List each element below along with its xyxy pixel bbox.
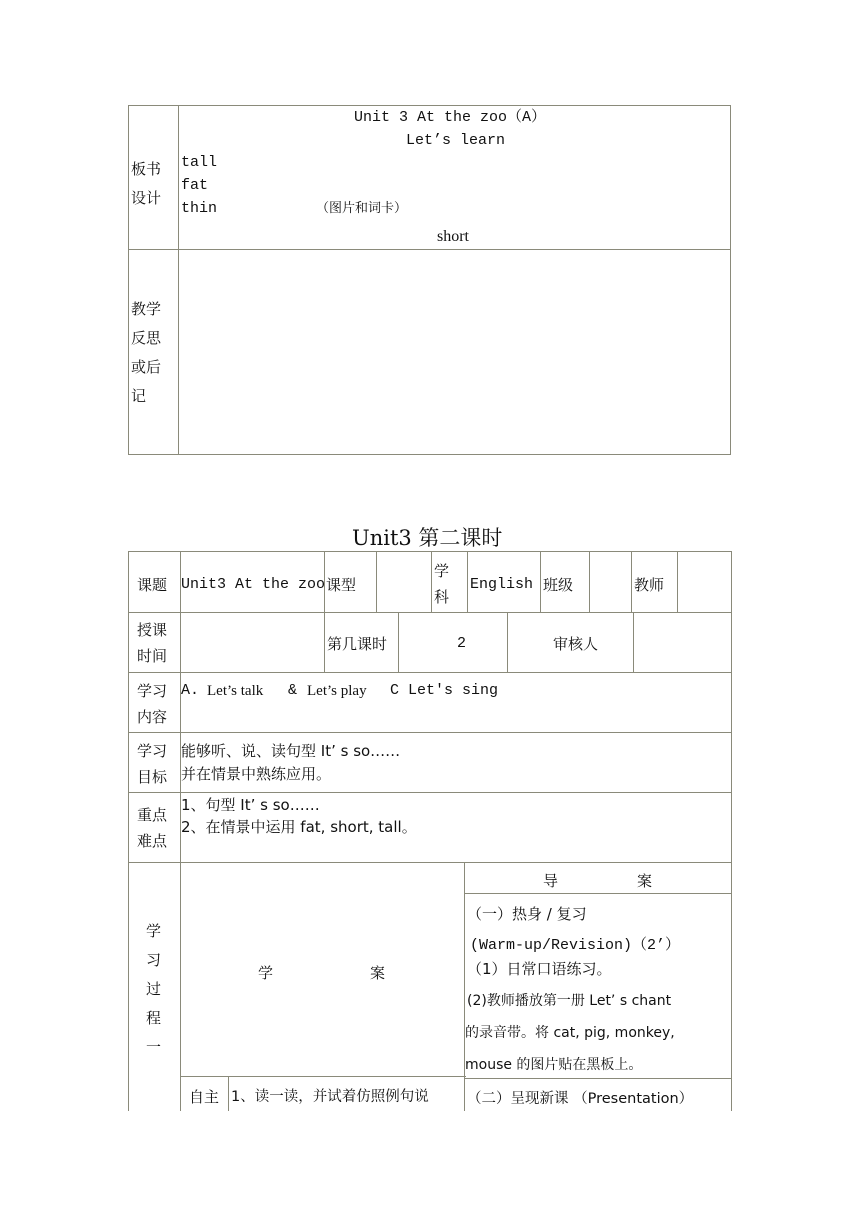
r1-line-d: [467, 551, 468, 612]
process-char-4: 程: [146, 1009, 162, 1027]
row-line-1: [128, 612, 732, 613]
guide-line-1: （一）热身 / 复习: [467, 905, 587, 923]
class-label: 班级: [543, 576, 574, 594]
board-table-row-divider: [128, 249, 731, 250]
subject-label: 学科: [434, 562, 450, 606]
xue-an-heading-2: 案: [370, 964, 386, 982]
row-line-2: [128, 672, 732, 673]
type-label: 课型: [326, 576, 357, 594]
topic-label: 课题: [137, 576, 168, 594]
board-label: 板书设计: [131, 160, 162, 207]
goal-label: 学习目标: [137, 742, 168, 786]
r2-line-d: [633, 612, 634, 672]
content-sing: C Let's sing: [390, 682, 499, 699]
r1-line-h: [677, 551, 678, 612]
time-label: 授课时间: [137, 621, 168, 665]
board-title-line1: Unit 3 At the zoo（A）: [354, 109, 547, 126]
board-word-short: short: [437, 228, 469, 245]
lesson-heading: Unit3 第二课时: [352, 526, 503, 550]
process-char-3: 过: [146, 980, 162, 998]
board-title-line2: Let’s learn: [406, 132, 506, 149]
teacher-label: 教师: [634, 576, 665, 594]
board-word-thin: thin: [181, 200, 218, 217]
row-line-4: [128, 792, 732, 793]
key-line1: 1、句型 It’ s so……: [181, 796, 320, 814]
content-label: 学习内容: [137, 682, 168, 726]
board-table: [128, 105, 731, 455]
board-word-tall: tall: [181, 154, 218, 171]
key-label: 重点难点: [137, 806, 168, 850]
r1-line-e: [540, 551, 541, 612]
self-line: [228, 1076, 229, 1111]
guide-line-2: (Warm-up/Revision)（2’）: [470, 937, 681, 954]
row-line-dao: [464, 893, 732, 894]
presentation-text: （二）呈现新课 （Presentation）: [467, 1091, 694, 1107]
topic-value: Unit3 At the zoo: [181, 576, 326, 593]
board-word-fat: fat: [181, 177, 209, 194]
content-talk: Let’s talk: [207, 683, 264, 699]
row-line-present: [464, 1078, 732, 1079]
r1-line-g: [631, 551, 632, 612]
reviewer-label: 审核人: [553, 635, 599, 653]
r1-line-c: [431, 551, 432, 612]
self-label: 自主: [189, 1088, 220, 1106]
r2-line-a: [324, 612, 325, 672]
guide-line-4: (2)教师播放第一册 Let’ s chant: [467, 993, 672, 1009]
process-char-2: 习: [146, 951, 162, 969]
self-text: 1、读一读，并试着仿照例句说: [231, 1089, 429, 1105]
period-label: 第几课时: [327, 635, 388, 653]
r1-line-b: [376, 551, 377, 612]
process-char-1: 学: [146, 922, 162, 940]
guide-line-6: mouse 的图片贴在黑板上。: [465, 1057, 643, 1073]
content-amp: &: [288, 682, 298, 699]
goal-line1: 能够听、说、读句型 It’ s so……: [181, 742, 401, 760]
row-line-5: [128, 862, 732, 863]
row-line-6: [180, 1076, 466, 1077]
board-note: （图片和词卡）: [316, 201, 408, 216]
key-line2: 2、在情景中运用 fat, short, tall。: [181, 818, 417, 836]
r2-line-c: [507, 612, 508, 672]
guide-line-5: 的录音带。将 cat, pig, monkey,: [465, 1025, 675, 1041]
board-table-divider: [178, 105, 179, 455]
dao-an-heading-2: 案: [637, 872, 653, 890]
dao-an-heading-1: 导: [543, 872, 559, 890]
reflection-label: 教学反思或后记: [131, 300, 162, 405]
r2-line-b: [398, 612, 399, 672]
subject-value: English: [470, 576, 534, 593]
goal-line2: 并在情景中熟练应用。: [181, 765, 332, 783]
guide-line-3: （1）日常口语练习。: [467, 960, 612, 978]
r1-line-f: [589, 551, 590, 612]
row-line-3: [128, 732, 732, 733]
xue-an-heading-1: 学: [258, 964, 274, 982]
content-play: Let’s play: [307, 683, 367, 699]
period-value: 2: [457, 635, 467, 652]
process-char-5: 一: [146, 1038, 162, 1056]
content-part-a: A.: [181, 682, 200, 699]
